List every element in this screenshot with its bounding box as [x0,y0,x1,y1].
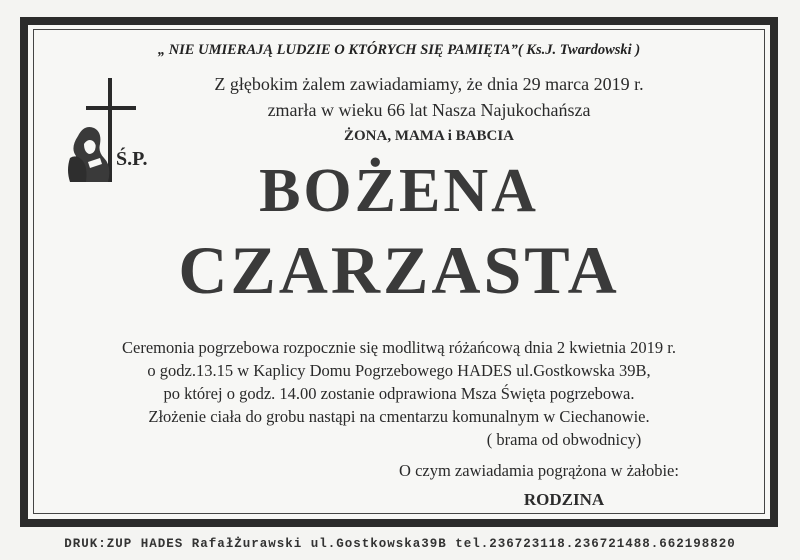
ceremony-line-4: Złożenie ciała do grobu nastąpi na cmentarzu komunalnym w Ciechanowie. [148,407,650,426]
announcement-line-1: Z głębokim żalem zawiadamiamy, że dnia 29 marca 2019 r. [214,74,644,94]
closing-line: O czym zawiadamia pogrążona w żałobie: [399,461,679,480]
relation-text: ŻONA, MAMA i BABCIA [343,128,514,144]
deceased-last-name: CZARZASTA [178,232,620,308]
ceremony-line-2: o godz.13.15 w Kaplicy Domu Pogrzebowego HADES ul.Gostkowska 39B, [147,361,651,380]
printer-footer: DRUK:ZUP HADES RafałŻurawski ul.Gostkowska39B tel.236723118.236721488.662198820 [64,537,736,551]
deceased-first-name: BOŻENA [259,157,539,225]
ceremony-line-3: po której o godz. 14.00 zostanie odprawiona Msza Święta pogrzebowa. [163,384,635,403]
ceremony-line-5: ( brama od obwodnicy) [486,430,642,449]
ceremony-line-1: Ceremonia pogrzebowa rozpocznie się modlitwą różańcową dnia 2 kwietnia 2019 r. [122,338,676,357]
inner-border [33,29,765,514]
announcement-line-2: zmarła w wieku 66 lat Nasza Najukochańsza [267,100,591,120]
obituary-frame [20,17,778,527]
header-quote: „ NIE UMIERAJĄ LUDZIE O KTÓRYCH SIĘ PAMIĘTA”( Ks.J. Twardowski ) [157,42,641,58]
sp-label: Ś.P. [116,148,148,170]
signature-text: RODZINA [523,490,605,509]
